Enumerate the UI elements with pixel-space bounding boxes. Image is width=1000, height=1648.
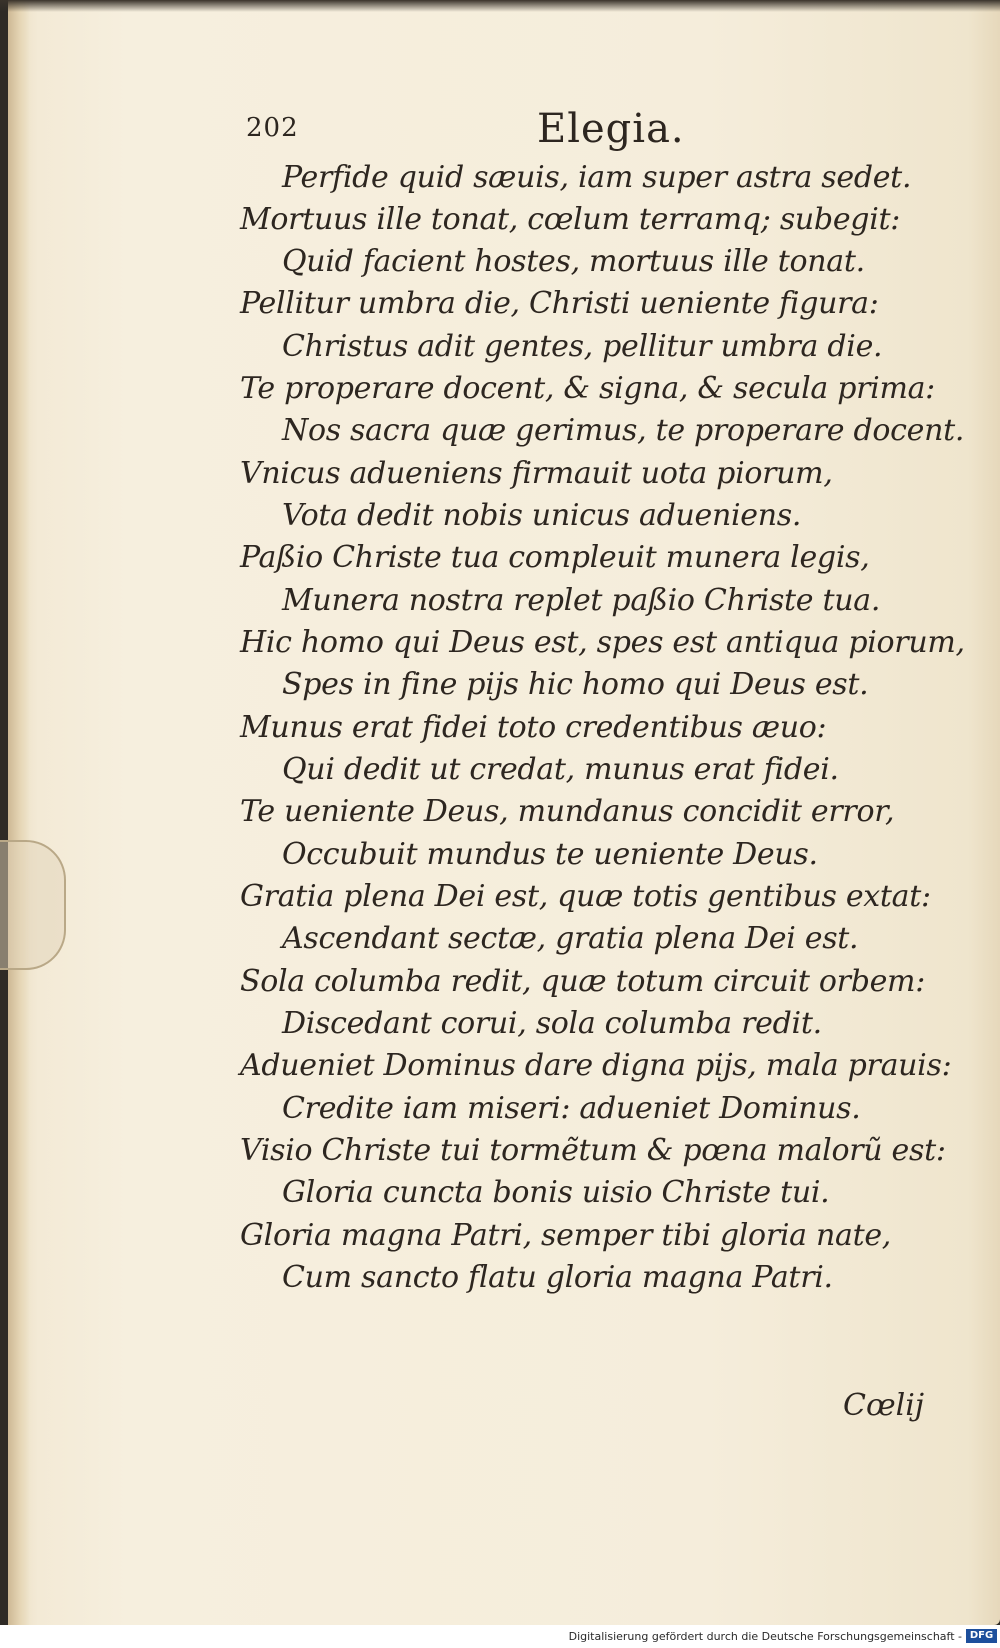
verse-line: Te properare docent, & signa, & secula prima: [240, 371, 935, 406]
dfg-logo: DFG [966, 1629, 997, 1643]
running-head: Elegia. [537, 106, 685, 152]
verse-line: Gloria magna Patri, semper tibi gloria nate, [240, 1218, 892, 1253]
funding-credit: Digitalisierung gefördert durch die Deutsche Forschungsgemeinschaft - [568, 1630, 962, 1643]
verse-line: Munus erat fidei toto credentibus æuo: [240, 710, 827, 745]
verse-line: Hic homo qui Deus est, spes est antiqua piorum, [240, 625, 965, 660]
verse-line: Vnicus adueniens firmauit uota piorum, [240, 456, 833, 491]
verse-line: Te ueniente Deus, mundanus concidit error, [240, 794, 895, 829]
verse-line: Pellitur umbra die, Christi ueniente figura: [240, 286, 879, 321]
verse-line: Spes in fine pijs hic homo qui Deus est. [282, 667, 869, 702]
verse-line: Perfide quid sæuis, iam super astra sedet. [282, 160, 912, 195]
verse-line: Ascendant sectæ, gratia plena Dei est. [282, 921, 859, 956]
verse-line: Sola columba redit, quæ totum circuit orbem: [240, 964, 926, 999]
verse-line: Paßio Christe tua compleuit munera legis, [240, 540, 870, 575]
verse-line: Gratia plena Dei est, quæ totis gentibus extat: [240, 879, 931, 914]
verse-line: Christus adit gentes, pellitur umbra die. [282, 329, 883, 364]
verse-line: Gloria cuncta bonis uisio Christe tui. [282, 1175, 830, 1210]
catchword: Cœlij [843, 1388, 925, 1423]
digitization-footer [0, 1625, 1000, 1648]
verse-line: Nos sacra quæ gerimus, te properare docent. [282, 413, 965, 448]
verse-line: Cum sancto flatu gloria magna Patri. [282, 1260, 833, 1295]
verse-line: Qui dedit ut credat, munus erat fidei. [282, 752, 839, 787]
page-number: 202 [246, 113, 299, 143]
verse-line: Vota dedit nobis unicus adueniens. [282, 498, 802, 533]
verse-line: Adueniet Dominus dare digna pijs, mala prauis: [240, 1048, 952, 1083]
verse-line: Visio Christe tui tormẽtum & pœna malorũ est: [240, 1133, 946, 1168]
verse-line: Discedant corui, sola columba redit. [282, 1006, 822, 1041]
verse-line: Occubuit mundus te ueniente Deus. [282, 837, 818, 872]
verse-line: Mortuus ille tonat, cœlum terramq; subegit: [240, 202, 901, 237]
verse-line: Quid facient hostes, mortuus ille tonat. [282, 244, 865, 279]
verse-line: Munera nostra replet paßio Christe tua. [282, 583, 881, 618]
verse-line: Credite iam miseri: adueniet Dominus. [282, 1091, 861, 1126]
